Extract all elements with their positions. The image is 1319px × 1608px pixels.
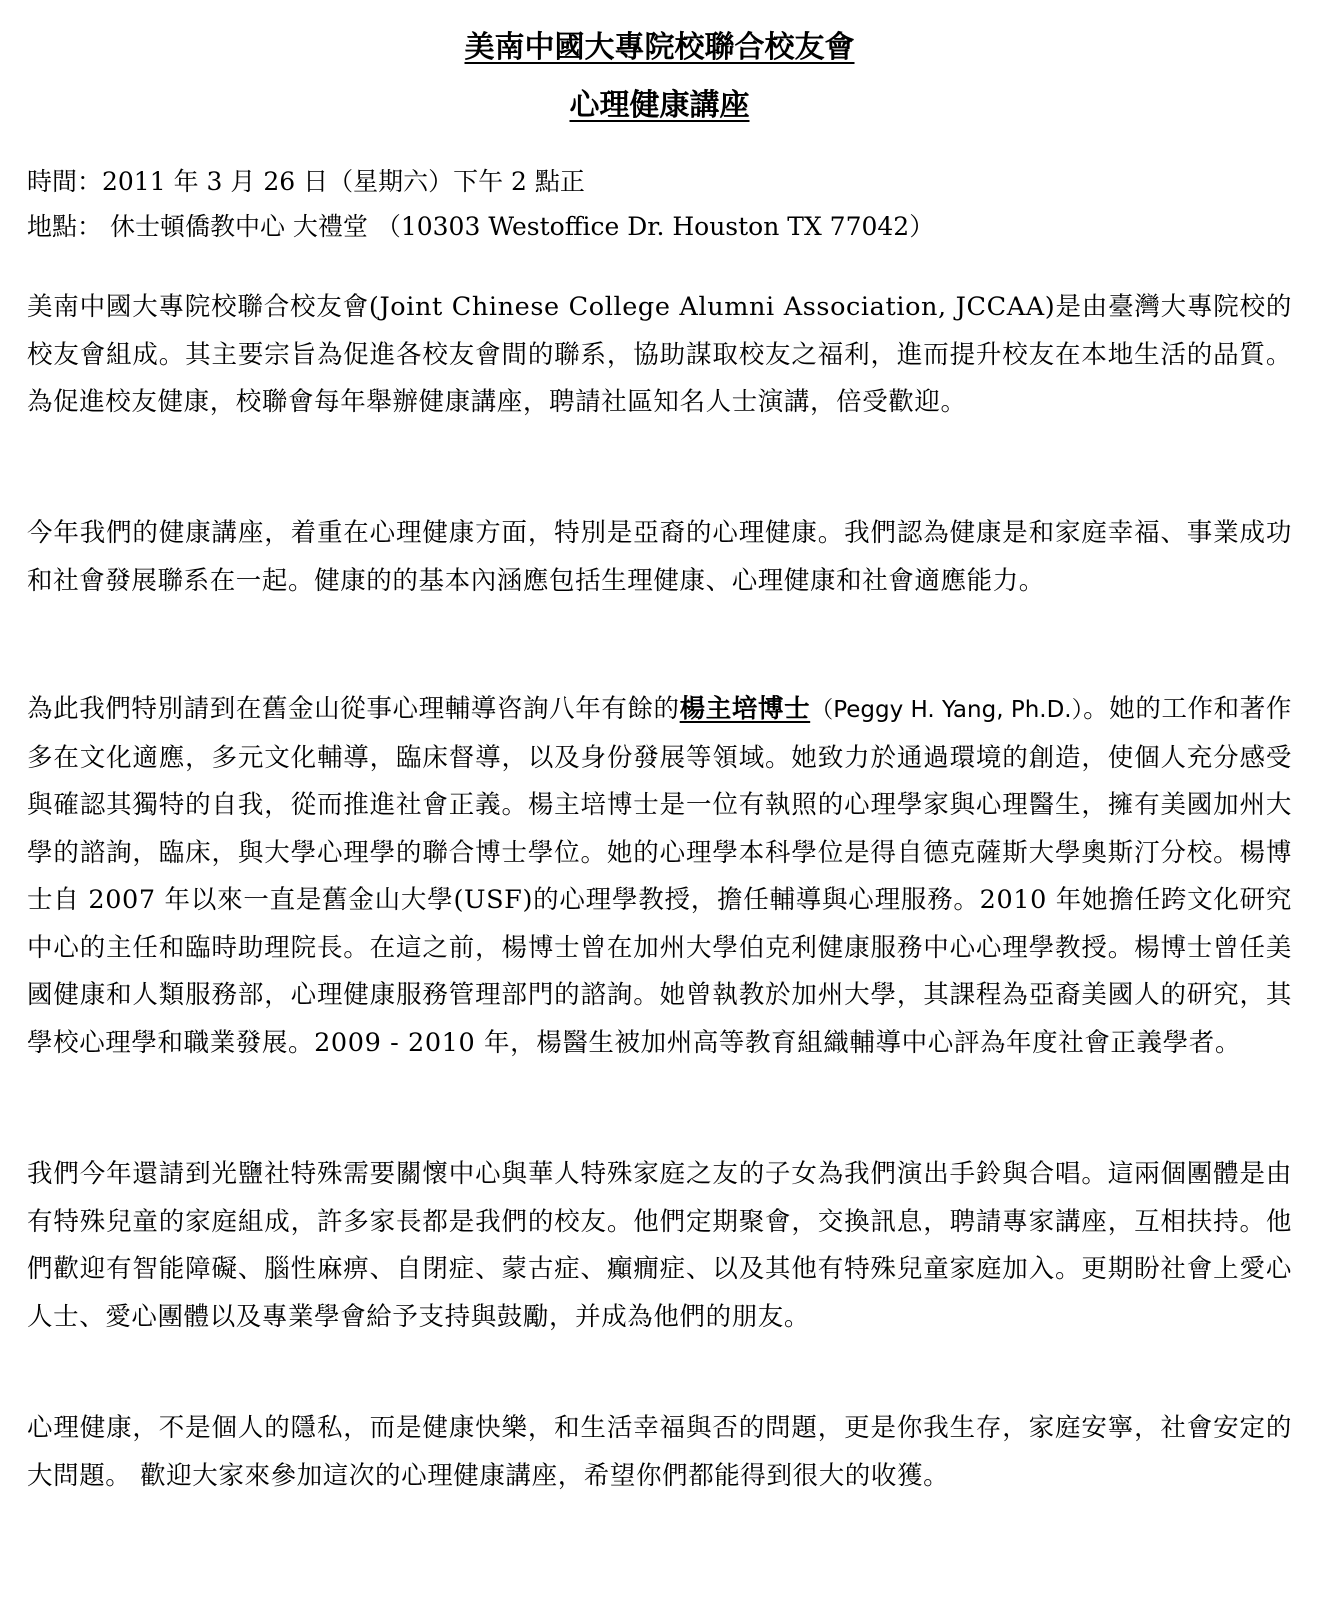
paragraph-closing: 心理健康，不是個人的隱私，而是健康快樂，和生活幸福與否的問題，更是你我生存，家庭安寧，社會安定的大問題。 歡迎大家來參加這次的心理健康講座，希望你們都能得到很大的收獲。 [27, 1413, 1292, 1491]
speaker-english-name: （Peggy H. Yang, Ph.D.） [810, 697, 1084, 723]
speaker-name: 楊主培博士 [679, 694, 811, 724]
event-time: 時間：2011 年 3 月 26 日（星期六）下午 2 點正 [27, 167, 585, 196]
paragraph-performance: 我們今年還請到光鹽社特殊需要關懷中心與華人特殊家庭之友的子女為我們演出手鈴與合唱。這兩個團體是由有特殊兒童的家庭組成，許多家長都是我們的校友。他們定期聚會，交換訊息，聘請專家講座，互相扶持。他們歡迎有智能障礙、腦性麻痹、自閉症、蒙古症、癲癇症、以及其他有特殊兒童家庭加入。更期盼社會上愛心人士、愛心團體以及專業學會給予支持與鼓勵，并成為他們的朋友。 [27, 1159, 1292, 1332]
speaker-bio-text: 。她的工作和著作多在文化適應，多元文化輔導，臨床督導，以及身份發展等領域。她致力於通過環境的創造，使個人充分感受與確認其獨特的自我，從而推進社會正義。楊主培博士是一位有執照的心理學家與心理醫生，擁有美國加州大學的諮詢，臨床，與大學心理學的聯合博士學位。她的心理學本科學位是得自德克薩斯大學奧斯汀分校。楊博士自 2007 年以來一直是舊金山大學(USF)的心理學教授，擔任輔導與心理服務。2010 年她擔任跨文化研究中心的主任和臨時助理院長。在這之前，楊博士曾在加州大學伯克利健康服務中心心理學教授。楊博士曾任美國健康和人類服務部，心理健康服務管理部門的諮詢。她曾執教於加州大學，其課程為亞裔美國人的研究，其學校心理學和職業發展。2009 - 2010 年，楊醫生被加州高等教育組織輔導中心評為年度社會正義學者。 [27, 694, 1292, 1058]
event-location: 地點： 休士頓僑教中心 大禮堂 （10303 Westoffice Dr. Houston TX 77042） [27, 212, 935, 241]
paragraph-association-intro: 美南中國大專院校聯合校友會(Joint Chinese College Alumni Association, JCCAA)是由臺灣大專院校的校友會組成。其主要宗旨為促進各校友會間的聯系，協助謀取校友之福利，進而提升校友在本地生活的品質。為促進校友健康，校聯會每年舉辦健康講座，聘請社區知名人士演講，倍受歡迎。 [27, 292, 1292, 417]
paragraph-lecture-focus: 今年我們的健康講座，着重在心理健康方面，特別是亞裔的心理健康。我們認為健康是和家庭幸福、事業成功和社會發展聯系在一起。健康的的基本內涵應包括生理健康、心理健康和社會適應能力。 [27, 518, 1292, 596]
title-line-2: 心理健康講座 [569, 88, 750, 123]
document-subtitle [0, 86, 1319, 126]
speaker-intro-text: 為此我們特別請到在舊金山從事心理輔導咨詢八年有餘的 [27, 694, 680, 724]
paragraph-speaker-bio [27, 686, 1292, 1067]
title-line-1: 美南中國大專院校聯合校友會 [464, 30, 855, 65]
document-title [0, 28, 1319, 68]
